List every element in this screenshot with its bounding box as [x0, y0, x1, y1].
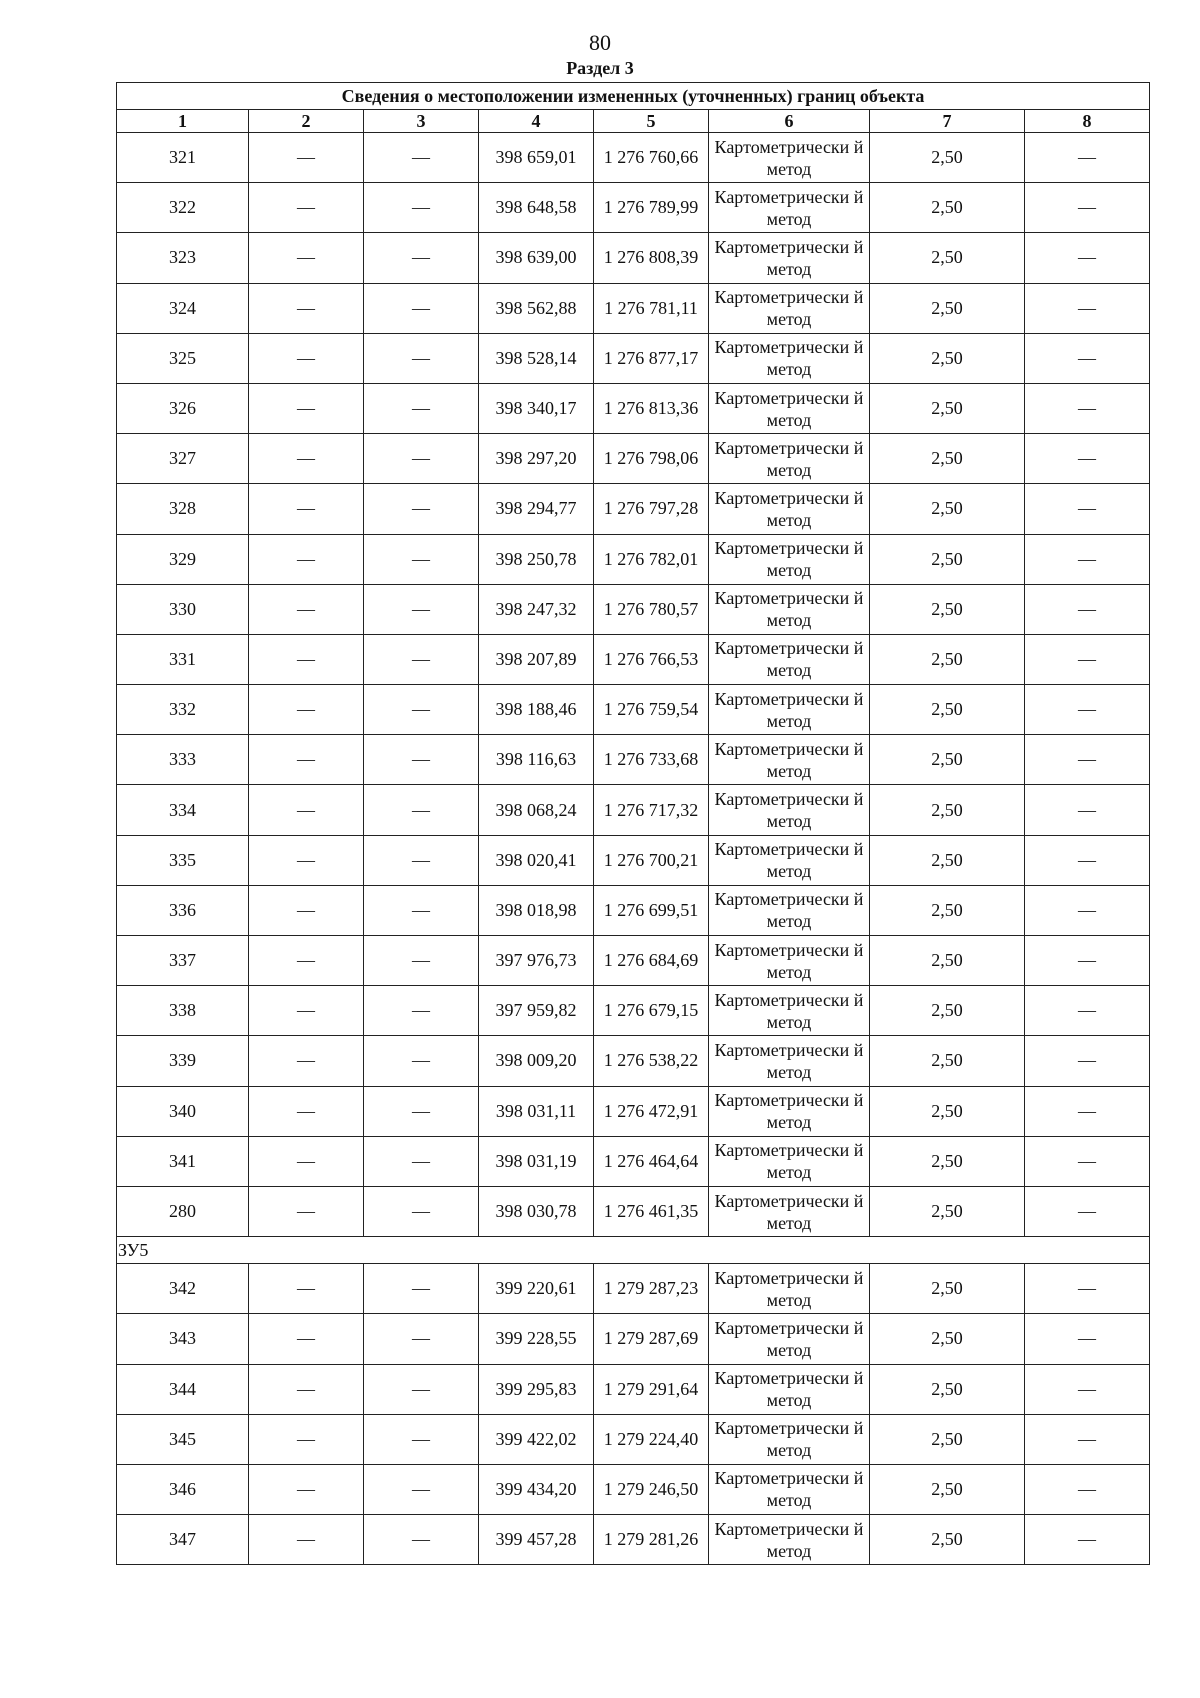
cell-col-2: — — [249, 1464, 364, 1514]
cell-col-4: 398 648,58 — [479, 183, 594, 233]
cell-col-5: 1 276 760,66 — [594, 133, 709, 183]
table-row — [117, 233, 1150, 283]
cell-col-7: 2,50 — [870, 584, 1025, 634]
cell-col-2: — — [249, 1314, 364, 1364]
cell-col-1: 337 — [117, 936, 249, 986]
cell-col-5: 1 279 291,64 — [594, 1364, 709, 1414]
cell-col-4: 398 294,77 — [479, 484, 594, 534]
cell-col-6: Картометрически й метод — [709, 233, 870, 283]
cell-col-6: Картометрически й метод — [709, 534, 870, 584]
cell-col-7: 2,50 — [870, 885, 1025, 935]
cell-col-6: Картометрически й метод — [709, 1136, 870, 1186]
cell-col-4: 398 018,98 — [479, 885, 594, 935]
cell-col-6: Картометрически й метод — [709, 133, 870, 183]
cell-col-2: — — [249, 584, 364, 634]
cell-col-4: 398 528,14 — [479, 333, 594, 383]
cell-col-1: 340 — [117, 1086, 249, 1136]
cell-col-7: 2,50 — [870, 1136, 1025, 1186]
cell-col-2: — — [249, 233, 364, 283]
cell-col-3: — — [364, 685, 479, 735]
cell-col-3: — — [364, 133, 479, 183]
table-row — [117, 885, 1150, 935]
cell-col-1: 280 — [117, 1186, 249, 1236]
cell-col-7: 2,50 — [870, 685, 1025, 735]
cell-col-1: 322 — [117, 183, 249, 233]
cell-col-5: 1 276 472,91 — [594, 1086, 709, 1136]
cell-col-7: 2,50 — [870, 1036, 1025, 1086]
cell-col-8: — — [1025, 735, 1150, 785]
cell-col-1: 343 — [117, 1314, 249, 1364]
cell-col-6: Картометрически й метод — [709, 1264, 870, 1314]
cell-col-3: — — [364, 1186, 479, 1236]
cell-col-5: 1 276 759,54 — [594, 685, 709, 735]
table-row — [117, 1036, 1150, 1086]
cell-col-6: Картометрически й метод — [709, 584, 870, 634]
column-number-5: 5 — [594, 110, 709, 133]
cell-col-5: 1 276 782,01 — [594, 534, 709, 584]
cell-col-8: — — [1025, 484, 1150, 534]
cell-col-6: Картометрически й метод — [709, 936, 870, 986]
cell-col-7: 2,50 — [870, 1414, 1025, 1464]
cell-col-1: 327 — [117, 434, 249, 484]
table-row — [117, 735, 1150, 785]
cell-col-7: 2,50 — [870, 333, 1025, 383]
cell-col-1: 332 — [117, 685, 249, 735]
cell-col-3: — — [364, 484, 479, 534]
cell-col-8: — — [1025, 183, 1150, 233]
cell-col-4: 399 220,61 — [479, 1264, 594, 1314]
cell-col-7: 2,50 — [870, 1264, 1025, 1314]
cell-col-3: — — [364, 936, 479, 986]
cell-col-5: 1 276 464,64 — [594, 1136, 709, 1186]
cell-col-5: 1 279 287,23 — [594, 1264, 709, 1314]
cell-col-7: 2,50 — [870, 735, 1025, 785]
cell-col-4: 398 247,32 — [479, 584, 594, 634]
cell-col-1: 333 — [117, 735, 249, 785]
cell-col-1: 325 — [117, 333, 249, 383]
cell-col-5: 1 276 877,17 — [594, 333, 709, 383]
cell-col-5: 1 276 717,32 — [594, 785, 709, 835]
cell-col-8: — — [1025, 1136, 1150, 1186]
cell-col-5: 1 276 699,51 — [594, 885, 709, 935]
cell-col-5: 1 276 798,06 — [594, 434, 709, 484]
cell-col-2: — — [249, 484, 364, 534]
cell-col-8: — — [1025, 383, 1150, 433]
cell-col-6: Картометрически й метод — [709, 1036, 870, 1086]
cell-col-4: 398 250,78 — [479, 534, 594, 584]
cell-col-3: — — [364, 785, 479, 835]
table-row — [117, 1086, 1150, 1136]
cell-col-6: Картометрически й метод — [709, 735, 870, 785]
cell-col-8: — — [1025, 133, 1150, 183]
cell-col-8: — — [1025, 1414, 1150, 1464]
cell-col-3: — — [364, 1264, 479, 1314]
cell-col-8: — — [1025, 785, 1150, 835]
cell-col-5: 1 279 224,40 — [594, 1414, 709, 1464]
cell-col-6: Картометрически й метод — [709, 1414, 870, 1464]
cell-col-7: 2,50 — [870, 233, 1025, 283]
table-row — [117, 383, 1150, 433]
cell-col-8: — — [1025, 1314, 1150, 1364]
cell-col-8: — — [1025, 1264, 1150, 1314]
cell-col-7: 2,50 — [870, 484, 1025, 534]
cell-col-7: 2,50 — [870, 383, 1025, 433]
cell-col-3: — — [364, 1136, 479, 1186]
cell-col-4: 397 976,73 — [479, 936, 594, 986]
cell-col-3: — — [364, 1414, 479, 1464]
cell-col-4: 399 295,83 — [479, 1364, 594, 1414]
cell-col-6: Картометрически й метод — [709, 1464, 870, 1514]
cell-col-3: — — [364, 333, 479, 383]
cell-col-1: 335 — [117, 835, 249, 885]
cell-col-6: Картометрически й метод — [709, 785, 870, 835]
cell-col-7: 2,50 — [870, 936, 1025, 986]
cell-col-4: 398 031,19 — [479, 1136, 594, 1186]
cell-col-2: — — [249, 1036, 364, 1086]
cell-col-1: 330 — [117, 584, 249, 634]
column-number-row — [117, 110, 1150, 133]
cell-col-3: — — [364, 1364, 479, 1414]
cell-col-6: Картометрически й метод — [709, 383, 870, 433]
table-row — [117, 584, 1150, 634]
cell-col-5: 1 276 700,21 — [594, 835, 709, 885]
cell-col-7: 2,50 — [870, 283, 1025, 333]
cell-col-5: 1 276 797,28 — [594, 484, 709, 534]
cell-col-5: 1 279 281,26 — [594, 1515, 709, 1565]
cell-col-7: 2,50 — [870, 634, 1025, 684]
table-row — [117, 1186, 1150, 1236]
cell-col-1: 345 — [117, 1414, 249, 1464]
cell-col-5: 1 279 246,50 — [594, 1464, 709, 1514]
cell-col-6: Картометрически й метод — [709, 484, 870, 534]
cell-col-4: 398 188,46 — [479, 685, 594, 735]
cell-col-7: 2,50 — [870, 785, 1025, 835]
cell-col-4: 399 457,28 — [479, 1515, 594, 1565]
cell-col-5: 1 276 789,99 — [594, 183, 709, 233]
column-number-1: 1 — [117, 110, 249, 133]
cell-col-6: Картометрически й метод — [709, 835, 870, 885]
table-row — [117, 1264, 1150, 1314]
cell-col-7: 2,50 — [870, 1314, 1025, 1364]
cell-col-7: 2,50 — [870, 534, 1025, 584]
cell-col-2: — — [249, 1136, 364, 1186]
cell-col-5: 1 276 813,36 — [594, 383, 709, 433]
cell-col-6: Картометрически й метод — [709, 1314, 870, 1364]
cell-col-7: 2,50 — [870, 1515, 1025, 1565]
cell-col-6: Картометрически й метод — [709, 283, 870, 333]
boundary-coordinates-table — [116, 82, 1150, 1565]
cell-col-1: 342 — [117, 1264, 249, 1314]
cell-col-5: 1 276 684,69 — [594, 936, 709, 986]
cell-col-4: 398 068,24 — [479, 785, 594, 835]
cell-col-2: — — [249, 685, 364, 735]
cell-col-4: 399 228,55 — [479, 1314, 594, 1364]
cell-col-1: 336 — [117, 885, 249, 935]
table-row — [117, 1464, 1150, 1514]
cell-col-7: 2,50 — [870, 1464, 1025, 1514]
cell-col-7: 2,50 — [870, 1086, 1025, 1136]
table-row — [117, 1136, 1150, 1186]
cell-col-5: 1 276 781,11 — [594, 283, 709, 333]
cell-col-5: 1 276 780,57 — [594, 584, 709, 634]
column-number-8: 8 — [1025, 110, 1150, 133]
table-row — [117, 484, 1150, 534]
cell-col-2: — — [249, 1186, 364, 1236]
cell-col-3: — — [364, 183, 479, 233]
cell-col-8: — — [1025, 584, 1150, 634]
cell-col-4: 398 207,89 — [479, 634, 594, 684]
cell-col-3: — — [364, 1314, 479, 1364]
cell-col-3: — — [364, 534, 479, 584]
cell-col-1: 321 — [117, 133, 249, 183]
cell-col-3: — — [364, 1464, 479, 1514]
cell-col-6: Картометрически й метод — [709, 1186, 870, 1236]
column-number-7: 7 — [870, 110, 1025, 133]
cell-col-4: 399 434,20 — [479, 1464, 594, 1514]
cell-col-5: 1 279 287,69 — [594, 1314, 709, 1364]
cell-col-3: — — [364, 885, 479, 935]
table-row — [117, 1414, 1150, 1464]
cell-col-2: — — [249, 534, 364, 584]
cell-col-2: — — [249, 835, 364, 885]
cell-col-5: 1 276 733,68 — [594, 735, 709, 785]
group-row — [117, 1237, 1150, 1264]
table-row — [117, 835, 1150, 885]
cell-col-6: Картометрически й метод — [709, 183, 870, 233]
table-row — [117, 434, 1150, 484]
cell-col-6: Картометрически й метод — [709, 434, 870, 484]
cell-col-2: — — [249, 434, 364, 484]
table-row — [117, 133, 1150, 183]
column-number-6: 6 — [709, 110, 870, 133]
cell-col-5: 1 276 538,22 — [594, 1036, 709, 1086]
cell-col-4: 398 639,00 — [479, 233, 594, 283]
cell-col-3: — — [364, 434, 479, 484]
cell-col-5: 1 276 679,15 — [594, 986, 709, 1036]
table-row — [117, 1314, 1150, 1364]
table-body — [117, 133, 1150, 1565]
cell-col-2: — — [249, 183, 364, 233]
cell-col-4: 399 422,02 — [479, 1414, 594, 1464]
cell-col-3: — — [364, 835, 479, 885]
cell-col-1: 339 — [117, 1036, 249, 1086]
cell-col-7: 2,50 — [870, 835, 1025, 885]
cell-col-2: — — [249, 885, 364, 935]
cell-col-1: 341 — [117, 1136, 249, 1186]
column-number-3: 3 — [364, 110, 479, 133]
cell-col-4: 398 562,88 — [479, 283, 594, 333]
cell-col-6: Картометрически й метод — [709, 634, 870, 684]
column-number-2: 2 — [249, 110, 364, 133]
cell-col-8: — — [1025, 1464, 1150, 1514]
group-label: ЗУ5 — [117, 1237, 1150, 1264]
cell-col-8: — — [1025, 885, 1150, 935]
cell-col-8: — — [1025, 534, 1150, 584]
cell-col-8: — — [1025, 1515, 1150, 1565]
cell-col-6: Картометрически й метод — [709, 685, 870, 735]
cell-col-6: Картометрически й метод — [709, 1364, 870, 1414]
cell-col-1: 344 — [117, 1364, 249, 1414]
cell-col-3: — — [364, 986, 479, 1036]
cell-col-1: 328 — [117, 484, 249, 534]
table-row — [117, 534, 1150, 584]
table-row — [117, 1364, 1150, 1414]
cell-col-1: 331 — [117, 634, 249, 684]
cell-col-4: 398 030,78 — [479, 1186, 594, 1236]
cell-col-3: — — [364, 634, 479, 684]
cell-col-8: — — [1025, 283, 1150, 333]
cell-col-1: 334 — [117, 785, 249, 835]
cell-col-8: — — [1025, 1086, 1150, 1136]
cell-col-2: — — [249, 1264, 364, 1314]
cell-col-3: — — [364, 735, 479, 785]
cell-col-4: 398 020,41 — [479, 835, 594, 885]
cell-col-8: — — [1025, 434, 1150, 484]
cell-col-2: — — [249, 1364, 364, 1414]
cell-col-1: 329 — [117, 534, 249, 584]
cell-col-4: 398 340,17 — [479, 383, 594, 433]
table-row — [117, 283, 1150, 333]
cell-col-2: — — [249, 936, 364, 986]
cell-col-8: — — [1025, 1186, 1150, 1236]
cell-col-3: — — [364, 1086, 479, 1136]
cell-col-5: 1 276 461,35 — [594, 1186, 709, 1236]
cell-col-2: — — [249, 333, 364, 383]
table-row — [117, 785, 1150, 835]
cell-col-4: 398 009,20 — [479, 1036, 594, 1086]
cell-col-4: 397 959,82 — [479, 986, 594, 1036]
cell-col-1: 326 — [117, 383, 249, 433]
cell-col-1: 324 — [117, 283, 249, 333]
cell-col-4: 398 031,11 — [479, 1086, 594, 1136]
cell-col-8: — — [1025, 333, 1150, 383]
cell-col-7: 2,50 — [870, 1364, 1025, 1414]
cell-col-8: — — [1025, 1364, 1150, 1414]
table-caption: Сведения о местоположении измененных (уточненных) границ объекта — [117, 83, 1150, 110]
section-title: Раздел 3 — [566, 58, 634, 78]
cell-col-6: Картометрически й метод — [709, 333, 870, 383]
cell-col-8: — — [1025, 936, 1150, 986]
cell-col-8: — — [1025, 233, 1150, 283]
cell-col-6: Картометрически й метод — [709, 1086, 870, 1136]
cell-col-7: 2,50 — [870, 434, 1025, 484]
cell-col-2: — — [249, 785, 364, 835]
cell-col-2: — — [249, 1414, 364, 1464]
cell-col-5: 1 276 766,53 — [594, 634, 709, 684]
cell-col-3: — — [364, 584, 479, 634]
cell-col-1: 346 — [117, 1464, 249, 1514]
cell-col-7: 2,50 — [870, 1186, 1025, 1236]
cell-col-3: — — [364, 383, 479, 433]
cell-col-2: — — [249, 283, 364, 333]
table-row — [117, 685, 1150, 735]
cell-col-6: Картометрически й метод — [709, 1515, 870, 1565]
column-number-4: 4 — [479, 110, 594, 133]
table-row — [117, 183, 1150, 233]
cell-col-6: Картометрически й метод — [709, 885, 870, 935]
cell-col-2: — — [249, 735, 364, 785]
cell-col-1: 323 — [117, 233, 249, 283]
cell-col-2: — — [249, 986, 364, 1036]
table-row — [117, 936, 1150, 986]
cell-col-1: 347 — [117, 1515, 249, 1565]
cell-col-2: — — [249, 1515, 364, 1565]
table-row — [117, 333, 1150, 383]
cell-col-8: — — [1025, 685, 1150, 735]
cell-col-8: — — [1025, 986, 1150, 1036]
table-row — [117, 986, 1150, 1036]
cell-col-2: — — [249, 634, 364, 684]
cell-col-7: 2,50 — [870, 183, 1025, 233]
cell-col-8: — — [1025, 634, 1150, 684]
cell-col-8: — — [1025, 1036, 1150, 1086]
cell-col-4: 398 659,01 — [479, 133, 594, 183]
cell-col-5: 1 276 808,39 — [594, 233, 709, 283]
cell-col-2: — — [249, 1086, 364, 1136]
cell-col-7: 2,50 — [870, 986, 1025, 1036]
cell-col-2: — — [249, 383, 364, 433]
cell-col-3: — — [364, 233, 479, 283]
cell-col-3: — — [364, 1036, 479, 1086]
cell-col-3: — — [364, 283, 479, 333]
page-number: 80 — [589, 30, 611, 55]
cell-col-7: 2,50 — [870, 133, 1025, 183]
cell-col-6: Картометрически й метод — [709, 986, 870, 1036]
cell-col-3: — — [364, 1515, 479, 1565]
cell-col-4: 398 116,63 — [479, 735, 594, 785]
table-row — [117, 634, 1150, 684]
cell-col-4: 398 297,20 — [479, 434, 594, 484]
cell-col-1: 338 — [117, 986, 249, 1036]
cell-col-2: — — [249, 133, 364, 183]
table-row — [117, 1515, 1150, 1565]
cell-col-8: — — [1025, 835, 1150, 885]
